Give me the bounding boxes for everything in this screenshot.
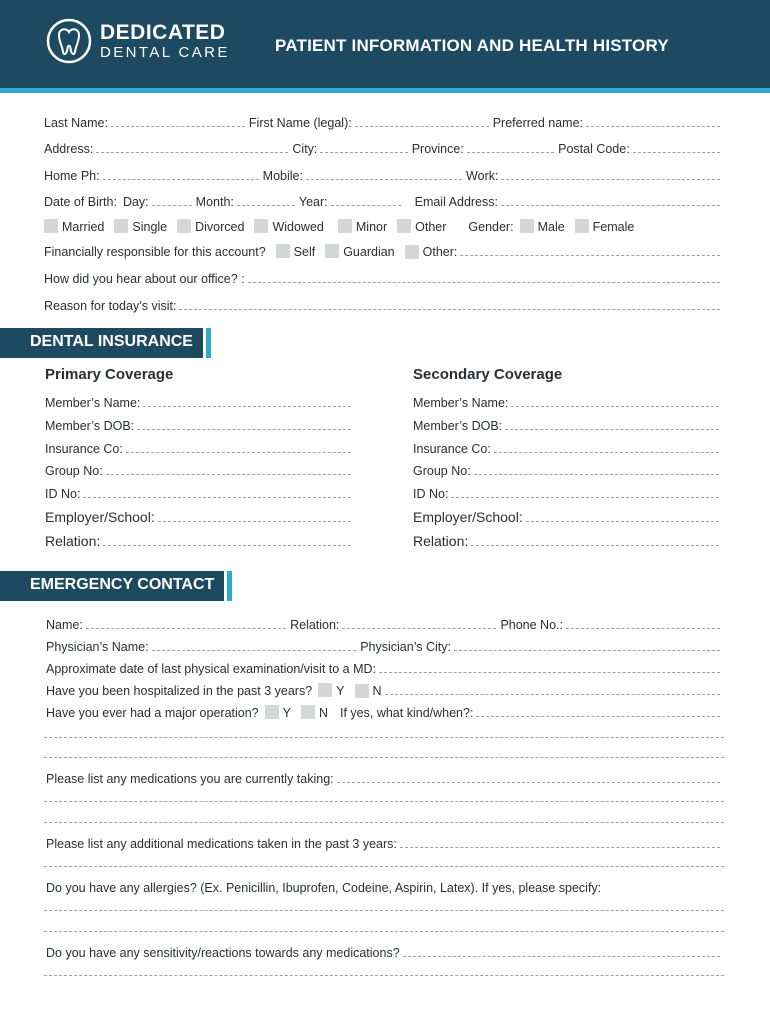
secondary-id-no-label: ID No: bbox=[413, 487, 449, 501]
secondary-insurance-co-field[interactable] bbox=[494, 452, 719, 453]
last-physical-field[interactable] bbox=[379, 672, 720, 673]
email-label: Email Address: bbox=[414, 195, 498, 209]
emergency-phone-field[interactable] bbox=[566, 628, 720, 629]
mobile-label: Mobile: bbox=[262, 169, 303, 183]
emergency-name-row bbox=[46, 614, 724, 632]
medications-row bbox=[46, 768, 724, 786]
status-row bbox=[44, 216, 724, 234]
phone-row bbox=[44, 165, 724, 183]
primary-members-dob-label: Member’s DOB: bbox=[45, 419, 135, 433]
major-operation-extra-line[interactable] bbox=[44, 757, 724, 758]
if-yes-field[interactable] bbox=[476, 716, 720, 717]
month-field[interactable] bbox=[237, 205, 295, 206]
secondary-members-name-label: Member’s Name: bbox=[413, 396, 509, 410]
reason-field[interactable] bbox=[179, 309, 720, 310]
checkbox[interactable] bbox=[276, 244, 290, 258]
primary-relation-row bbox=[45, 531, 355, 549]
emergency-name-field[interactable] bbox=[86, 628, 286, 629]
section-title: EMERGENCY CONTACT bbox=[0, 571, 224, 601]
hospitalized-row bbox=[46, 680, 724, 698]
preferred-name-field[interactable] bbox=[586, 126, 720, 127]
city-field[interactable] bbox=[320, 152, 407, 153]
status-single[interactable]: Single bbox=[114, 219, 167, 234]
secondary-members-name-row bbox=[413, 392, 723, 410]
status-other[interactable]: Other bbox=[397, 219, 446, 234]
major-operation-no[interactable]: N bbox=[301, 705, 328, 720]
address-row bbox=[44, 138, 724, 156]
secondary-insurance-co-label: Insurance Co: bbox=[413, 442, 491, 456]
secondary-members-dob-label: Member’s DOB: bbox=[413, 419, 503, 433]
secondary-relation-field[interactable] bbox=[471, 545, 719, 546]
secondary-employer-school-row bbox=[413, 507, 723, 525]
hospitalized-label: Have you been hospitalized in the past 3 years? bbox=[46, 684, 313, 698]
additional-medications-field[interactable] bbox=[400, 847, 720, 848]
medications-label: Please list any medications you are currently taking: bbox=[46, 772, 334, 786]
checkbox[interactable] bbox=[397, 219, 411, 233]
medications-field[interactable] bbox=[337, 782, 720, 783]
hospitalized-no-checkbox[interactable] bbox=[355, 684, 369, 698]
secondary-group-no-field[interactable] bbox=[474, 474, 719, 475]
status-divorced[interactable]: Divorced bbox=[177, 219, 244, 234]
major-operation-row bbox=[46, 702, 724, 720]
primary-insurance-co-row bbox=[45, 438, 355, 456]
sensitivity-field[interactable] bbox=[403, 956, 720, 957]
primary-id-no-label: ID No: bbox=[45, 487, 81, 501]
secondary-relation-row bbox=[413, 531, 723, 549]
preferred-name-label: Preferred name: bbox=[492, 116, 584, 130]
secondary-employer-school-field[interactable] bbox=[526, 521, 719, 522]
additional-medications-label: Please list any additional medications taken in the past 3 years: bbox=[46, 837, 397, 851]
checkbox[interactable] bbox=[325, 244, 339, 258]
major-operation-extra-line[interactable] bbox=[44, 737, 724, 738]
month-label: Month: bbox=[195, 195, 234, 209]
last-physical-row bbox=[46, 658, 724, 676]
financial-label: Financially responsible for this account? bbox=[44, 245, 266, 259]
logo bbox=[46, 18, 230, 64]
primary-id-no-field[interactable] bbox=[83, 497, 351, 498]
address-field[interactable] bbox=[96, 152, 288, 153]
secondary-group-no-label: Group No: bbox=[413, 464, 471, 478]
financial-other-label: Other: bbox=[422, 245, 458, 259]
last-name-field[interactable] bbox=[111, 126, 245, 127]
primary-coverage-title: Primary Coverage bbox=[45, 366, 174, 383]
status-married[interactable]: Married bbox=[44, 219, 104, 234]
physician-name-field[interactable] bbox=[152, 650, 357, 651]
dental-insurance-header bbox=[0, 328, 211, 358]
secondary-group-no-row bbox=[413, 460, 723, 478]
email-field[interactable] bbox=[501, 205, 720, 206]
emergency-phone-label: Phone No.: bbox=[500, 618, 563, 632]
primary-group-no-row bbox=[45, 460, 355, 478]
day-field[interactable] bbox=[152, 205, 192, 206]
province-field[interactable] bbox=[467, 152, 554, 153]
home-phone-field[interactable] bbox=[103, 179, 259, 180]
postal-code-field[interactable] bbox=[633, 152, 720, 153]
primary-id-no-row bbox=[45, 483, 355, 501]
primary-members-dob-row bbox=[45, 415, 355, 433]
checkbox[interactable] bbox=[177, 219, 191, 233]
primary-relation-label: Relation: bbox=[45, 533, 101, 549]
secondary-coverage-title: Secondary Coverage bbox=[413, 366, 563, 383]
physician-city-label: Physician’s City: bbox=[360, 640, 451, 654]
secondary-relation-label: Relation: bbox=[413, 533, 469, 549]
mobile-field[interactable] bbox=[306, 179, 462, 180]
secondary-members-dob-row bbox=[413, 415, 723, 433]
sensitivity-extra-line[interactable] bbox=[44, 975, 724, 976]
year-field[interactable] bbox=[331, 205, 401, 206]
hospitalized-yes[interactable]: Y bbox=[318, 683, 344, 698]
year-label: Year: bbox=[298, 195, 328, 209]
primary-insurance-co-label: Insurance Co: bbox=[45, 442, 123, 456]
reason-row bbox=[44, 295, 724, 313]
primary-relation-field[interactable] bbox=[103, 545, 351, 546]
financial-guardian[interactable]: Guardian bbox=[325, 244, 394, 259]
section-title: DENTAL INSURANCE bbox=[0, 328, 203, 358]
gender-male[interactable]: Male bbox=[520, 219, 565, 234]
work-field[interactable] bbox=[501, 179, 720, 180]
checkbox[interactable] bbox=[114, 219, 128, 233]
financial-other-checkbox[interactable] bbox=[405, 245, 419, 259]
additional-medications-extra-line[interactable] bbox=[44, 866, 724, 867]
hear-about-field[interactable] bbox=[248, 282, 720, 283]
page-title: PATIENT INFORMATION AND HEALTH HISTORY bbox=[275, 36, 669, 55]
primary-group-no-label: Group No: bbox=[45, 464, 103, 478]
dob-label: Date of Birth: bbox=[44, 195, 117, 209]
major-operation-yes[interactable]: Y bbox=[265, 705, 291, 720]
status-minor[interactable]: Minor bbox=[338, 219, 387, 234]
checkbox[interactable] bbox=[301, 705, 315, 719]
work-label: Work: bbox=[466, 169, 499, 183]
primary-employer-school-row bbox=[45, 507, 355, 525]
checkbox[interactable] bbox=[318, 683, 332, 697]
day-label: Day: bbox=[122, 195, 149, 209]
secondary-id-no-row bbox=[413, 483, 723, 501]
financial-row bbox=[44, 241, 724, 259]
checkbox[interactable] bbox=[254, 219, 268, 233]
logo-text-line1: DEDICATED bbox=[100, 21, 226, 44]
sensitivity-label: Do you have any sensitivity/reactions towards any medications? bbox=[46, 946, 400, 960]
checkbox[interactable] bbox=[520, 219, 534, 233]
if-yes-label: If yes, what kind/when?: bbox=[340, 706, 474, 720]
primary-insurance-co-field[interactable] bbox=[126, 452, 351, 453]
checkbox[interactable] bbox=[44, 219, 58, 233]
checkbox[interactable] bbox=[575, 219, 589, 233]
tooth-logo-icon bbox=[46, 18, 92, 64]
home-phone-label: Home Ph: bbox=[44, 169, 100, 183]
major-operation-label: Have you ever had a major operation? bbox=[46, 706, 259, 720]
secondary-employer-school-label: Employer/School: bbox=[413, 509, 523, 525]
emergency-relation-label: Relation: bbox=[290, 618, 340, 632]
medications-extra-line[interactable] bbox=[44, 822, 724, 823]
physician-row bbox=[46, 636, 724, 654]
allergies-line[interactable] bbox=[44, 910, 724, 911]
emergency-name-label: Name: bbox=[46, 618, 83, 632]
secondary-insurance-co-row bbox=[413, 438, 723, 456]
logo-text-line2: DENTAL CARE bbox=[100, 44, 230, 61]
last-physical-label: Approximate date of last physical examination/visit to a MD: bbox=[46, 662, 377, 676]
last-name-label: Last Name: bbox=[44, 116, 108, 130]
primary-members-name-row bbox=[45, 392, 355, 410]
physician-name-label: Physician’s Name: bbox=[46, 640, 149, 654]
address-label: Address: bbox=[44, 142, 94, 156]
secondary-members-name-field[interactable] bbox=[511, 406, 719, 407]
checkbox[interactable] bbox=[338, 219, 352, 233]
secondary-members-dob-field[interactable] bbox=[505, 429, 719, 430]
city-label: City: bbox=[292, 142, 318, 156]
reason-label: Reason for today’s visit: bbox=[44, 299, 177, 313]
hear-row bbox=[44, 268, 724, 286]
status-widowed[interactable]: Widowed bbox=[254, 219, 323, 234]
hear-about-label: How did you hear about our office? : bbox=[44, 272, 245, 286]
postal-code-label: Postal Code: bbox=[558, 142, 630, 156]
physician-city-field[interactable] bbox=[454, 650, 720, 651]
hospitalized-no-label: N bbox=[372, 684, 382, 698]
first-name-field[interactable] bbox=[355, 126, 489, 127]
primary-members-name-label: Member’s Name: bbox=[45, 396, 141, 410]
header-banner bbox=[0, 0, 770, 88]
header-accent-line bbox=[0, 88, 770, 93]
primary-group-no-field[interactable] bbox=[106, 474, 351, 475]
sensitivity-row bbox=[46, 942, 724, 960]
name-row bbox=[44, 112, 724, 130]
emergency-relation-field[interactable] bbox=[342, 628, 496, 629]
dob-row bbox=[44, 191, 724, 209]
gender-female[interactable]: Female bbox=[575, 219, 635, 234]
first-name-label: First Name (legal): bbox=[248, 116, 352, 130]
financial-other-field[interactable] bbox=[460, 255, 720, 256]
allergies-line[interactable] bbox=[44, 931, 724, 932]
primary-employer-school-field[interactable] bbox=[158, 521, 351, 522]
emergency-contact-header bbox=[0, 571, 232, 601]
primary-employer-school-label: Employer/School: bbox=[45, 509, 155, 525]
secondary-id-no-field[interactable] bbox=[451, 497, 719, 498]
primary-members-name-field[interactable] bbox=[143, 406, 351, 407]
province-label: Province: bbox=[411, 142, 464, 156]
medications-extra-line[interactable] bbox=[44, 801, 724, 802]
financial-self[interactable]: Self bbox=[276, 244, 316, 259]
allergies-row bbox=[46, 877, 724, 895]
hospitalized-field[interactable] bbox=[385, 694, 720, 695]
primary-members-dob-field[interactable] bbox=[137, 429, 351, 430]
additional-medications-row bbox=[46, 833, 724, 851]
allergies-label: Do you have any allergies? (Ex. Penicillin, Ibuprofen, Codeine, Aspirin, Latex). If yes, please specify: bbox=[46, 881, 602, 895]
checkbox[interactable] bbox=[265, 705, 279, 719]
gender-label: Gender: bbox=[468, 220, 514, 234]
